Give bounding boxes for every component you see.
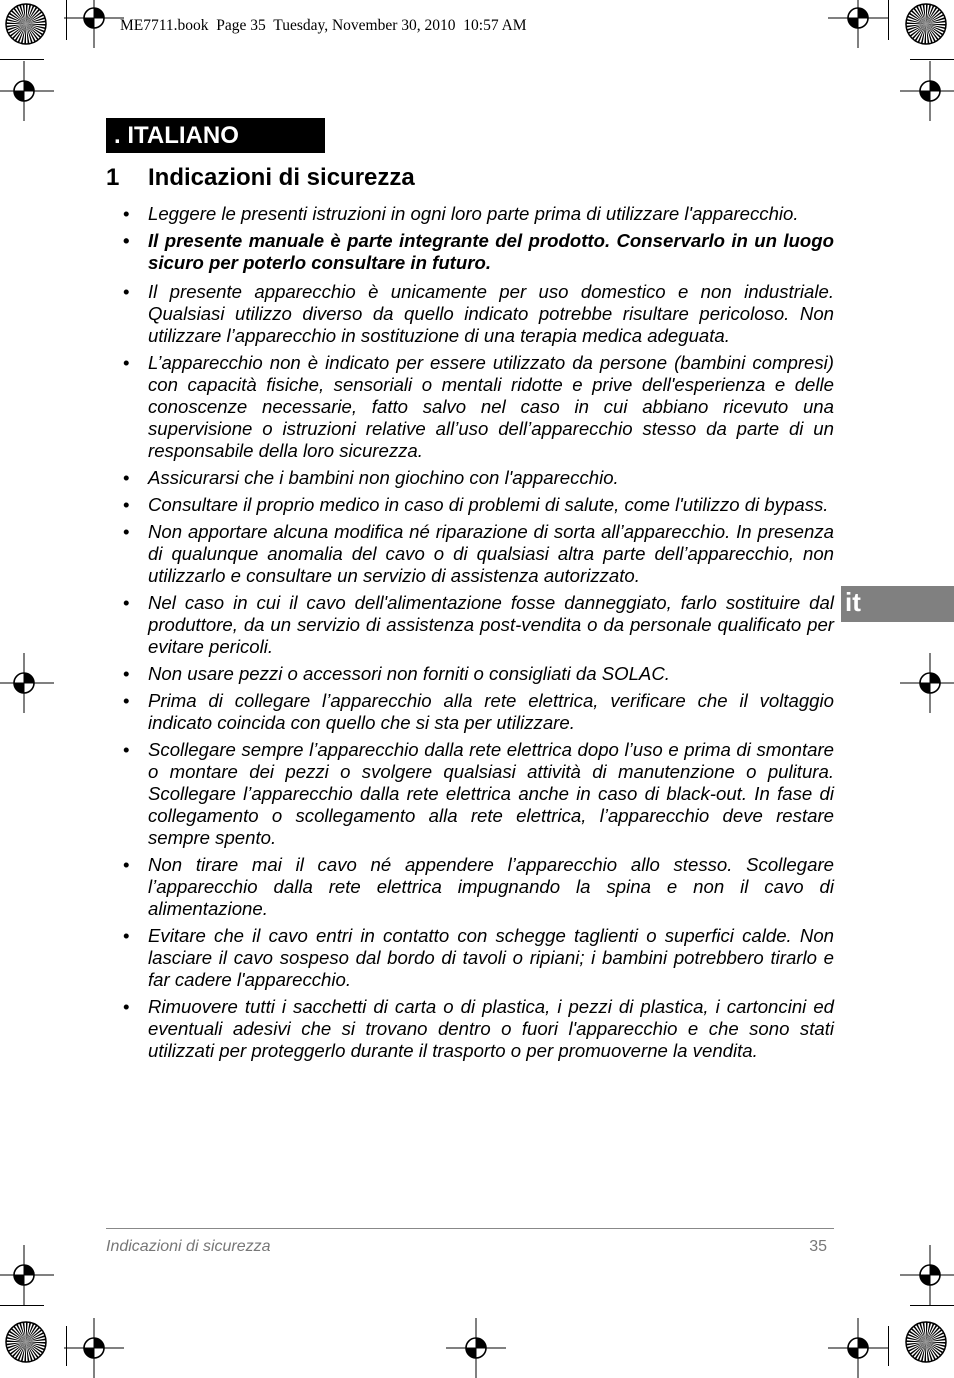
- section-title: Indicazioni di sicurezza: [148, 164, 415, 191]
- crop-mark-line: [888, 1326, 889, 1366]
- bullet-icon: •: [123, 854, 130, 875]
- footer-title: Indicazioni di sicurezza: [106, 1238, 271, 1255]
- safety-item: [120, 996, 834, 1062]
- crop-mark-line: [910, 59, 954, 60]
- footer-divider: [106, 1228, 834, 1229]
- crop-mark-line: [888, 0, 889, 40]
- bullet-icon: •: [123, 467, 130, 488]
- crop-mark-line: [910, 1305, 954, 1306]
- bullet-icon: •: [123, 521, 130, 542]
- page-number: 35: [809, 1238, 827, 1255]
- crop-mark-line: [0, 59, 44, 60]
- language-tab: it: [841, 586, 954, 622]
- crosshair-registration-icon: [0, 61, 54, 121]
- crosshair-registration-icon: [828, 0, 888, 48]
- safety-item: [120, 203, 834, 225]
- safety-item-text: Il presente apparecchio è unicamente per uso domestico e non industriale. Qualsiasi utilizzo diverso da quello indicato potrebbe risultare pericoloso. Non utilizzare l’apparecchio in sostituzione di una terapia medica adeguata.: [148, 281, 834, 346]
- starburst-icon: [4, 1320, 48, 1364]
- crosshair-registration-icon: [900, 61, 954, 121]
- crop-mark-line: [66, 1326, 67, 1366]
- safety-item: [120, 494, 834, 516]
- safety-item: [120, 592, 834, 658]
- safety-item: [120, 739, 834, 849]
- bullet-icon: •: [123, 230, 130, 251]
- safety-item-text: Assicurarsi che i bambini non giochino con l'apparecchio.: [148, 467, 619, 488]
- bullet-icon: •: [123, 739, 130, 760]
- bullet-icon: •: [123, 663, 130, 684]
- starburst-icon: [904, 2, 948, 46]
- safety-item: [120, 925, 834, 991]
- safety-item-text: Evitare che il cavo entri in contatto con schegge taglienti o superfici calde. Non lasciare il cavo sospeso dal bordo di tavoli o ripiani; i bambini potrebbero tirarlo e far cadere l'apparecchio.: [148, 925, 834, 990]
- safety-item: [120, 467, 834, 489]
- bullet-icon: •: [123, 281, 130, 302]
- safety-item-text: Non usare pezzi o accessori non forniti o consigliati da SOLAC.: [148, 663, 670, 684]
- bullet-icon: •: [123, 494, 130, 515]
- print-header: ME7711.book Page 35 Tuesday, November 30, 2010 10:57 AM: [120, 17, 527, 34]
- crosshair-registration-icon: [64, 1318, 124, 1378]
- safety-item-text: Prima di collegare l’apparecchio alla rete elettrica, verificare che il voltaggio indicato coincida con quello che si sta per utilizzare.: [148, 690, 834, 733]
- safety-item-text: Non tirare mai il cavo né appendere l’apparecchio allo stesso. Scollegare l’apparecchio dalla rete elettrica impugnando la spina e non il cavo di alimentazione.: [148, 854, 834, 919]
- safety-item: [120, 663, 834, 685]
- crosshair-registration-icon: [446, 1318, 506, 1378]
- crosshair-registration-icon: [900, 1245, 954, 1305]
- safety-item-text: Consultare il proprio medico in caso di problemi di salute, come l'utilizzo di bypass.: [148, 494, 829, 515]
- bullet-icon: •: [123, 996, 130, 1017]
- safety-item-text: Leggere le presenti istruzioni in ogni loro parte prima di utilizzare l'apparecchio.: [148, 203, 799, 224]
- bullet-icon: •: [123, 203, 130, 224]
- crosshair-registration-icon: [0, 653, 54, 713]
- safety-item: [120, 854, 834, 920]
- starburst-icon: [4, 2, 48, 46]
- safety-item: [120, 352, 834, 462]
- safety-instructions-list: [120, 203, 834, 1067]
- safety-item: [120, 690, 834, 734]
- bullet-icon: •: [123, 352, 130, 373]
- safety-item: [120, 521, 834, 587]
- bullet-icon: •: [123, 925, 130, 946]
- safety-item-text: L’apparecchio non è indicato per essere utilizzato da persone (bambini compresi) con capacità fisiche, sensoriali o mentali ridotte e prive dell'esperienza e delle conoscenze necessarie, fatto salvo nel caso in cui abbiano ricevuto una supervisione o istruzioni relative all’uso dell’apparecchio stesso da parte di un responsabile della loro sicurezza.: [148, 352, 834, 461]
- section-number: 1: [106, 164, 120, 191]
- crop-mark-line: [66, 0, 67, 40]
- safety-item-text: Nel caso in cui il cavo dell'alimentazione fosse danneggiato, farlo sostituire dal produttore, da un servizio di assistenza post-vendita o da personale qualificato per evitare pericoli.: [148, 592, 834, 657]
- safety-item-text: Il presente manuale è parte integrante del prodotto. Conservarlo in un luogo sicuro per poterlo consultare in futuro.: [148, 230, 834, 273]
- safety-item-text: Scollegare sempre l’apparecchio dalla rete elettrica dopo l’uso e prima di smontare o montare dei pezzi o svolgere qualsiasi attività di manutenzione o pulitura. Scollegare l’apparecchio dalla rete elettrica anche in caso di black-out. In fase di collegamento o scollegamento alla rete elettrica, l’apparecchio deve restare sempre spento.: [148, 739, 834, 848]
- crop-mark-line: [0, 1305, 44, 1306]
- safety-item: [120, 230, 834, 274]
- starburst-icon: [904, 1320, 948, 1364]
- bullet-icon: •: [123, 690, 130, 711]
- crosshair-registration-icon: [0, 1245, 54, 1305]
- language-banner: . ITALIANO: [106, 118, 325, 153]
- safety-item-text: Rimuovere tutti i sacchetti di carta o di plastica, i pezzi di plastica, i cartoncini ed eventuali adesivi che si trovano dentro o fuori l'apparecchio e che sono stati utilizzati per proteggerlo durante il trasporto o per promuoverne la vendita.: [148, 996, 834, 1061]
- crosshair-registration-icon: [828, 1318, 888, 1378]
- crosshair-registration-icon: [900, 653, 954, 713]
- safety-item-text: Non apportare alcuna modifica né riparazione di sorta all’apparecchio. In presenza di qualunque anomalia del cavo o di qualsiasi altra parte dell’apparecchio, non utilizzarlo e consultare un servizio di assistenza autorizzato.: [148, 521, 834, 586]
- safety-item: [120, 281, 834, 347]
- bullet-icon: •: [123, 592, 130, 613]
- crosshair-registration-icon: [64, 0, 124, 48]
